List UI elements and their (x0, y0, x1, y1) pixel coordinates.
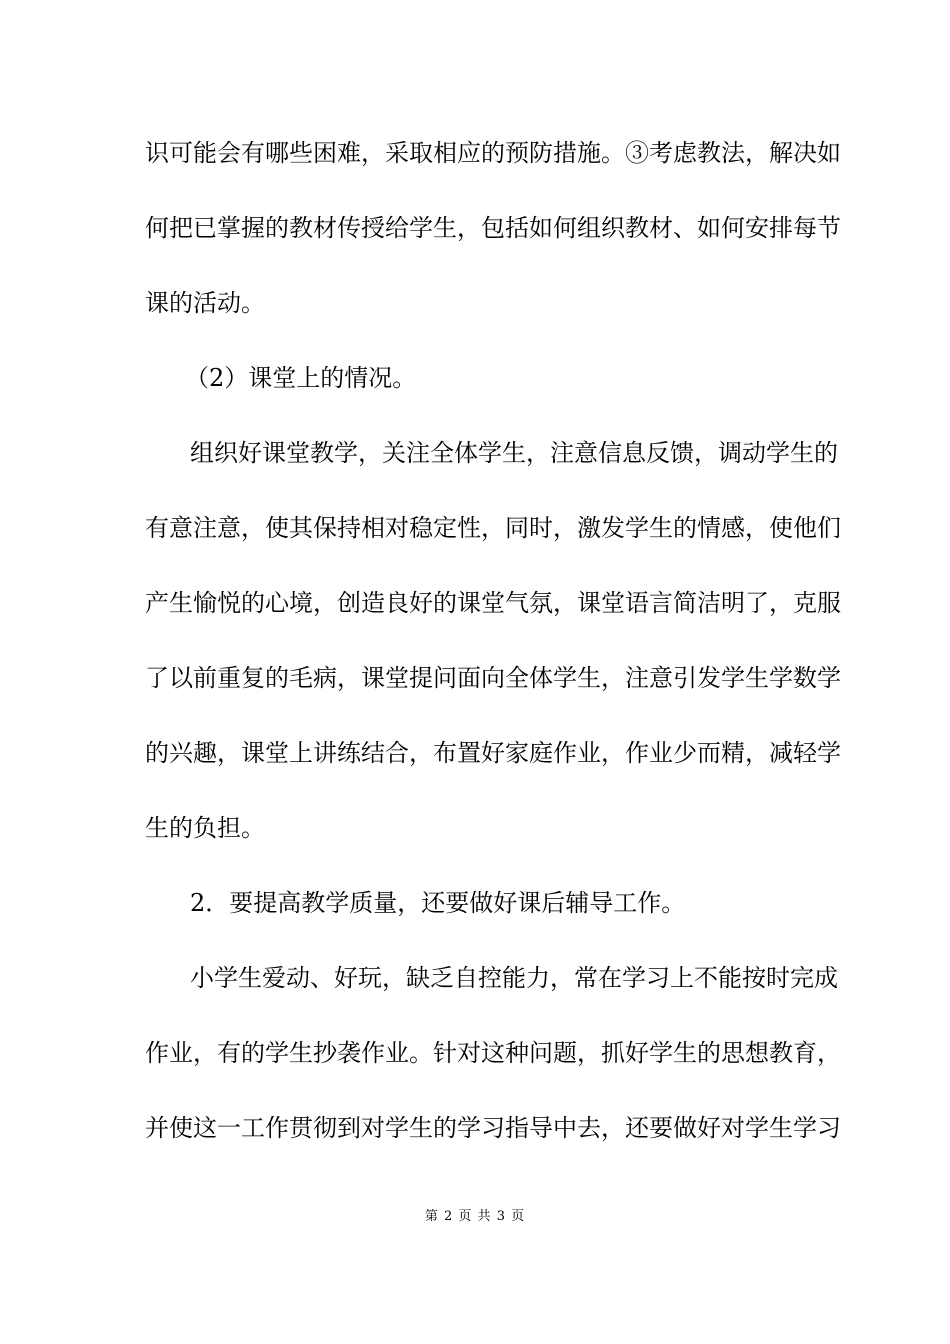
page-number-footer: 第 2 页 共 3 页 (424, 1209, 526, 1224)
text-line: 了以前重复的毛病，课堂提问面向全体学生，注意引发学生学数学 (145, 664, 841, 692)
section-heading-line: 2．要提高教学质量，还要做好课后辅导工作。 (190, 889, 686, 917)
text-line: 有意注意，使其保持相对稳定性，同时，激发学生的情感，使他们 (145, 514, 841, 542)
paragraph-first-line: 小学生爱动、好玩，缺乏自控能力，常在学习上不能按时完成 (190, 964, 838, 992)
text-line: 生的负担。 (145, 814, 265, 842)
subheading-line: （2）课堂上的情况。 (185, 364, 417, 392)
text-line: 何把已掌握的教材传授给学生，包括如何组织教材、如何安排每节 (145, 214, 841, 242)
paragraph-first-line: 组织好课堂教学，关注全体学生，注意信息反馈，调动学生的 (190, 439, 838, 467)
text-line: 作业，有的学生抄袭作业。针对这种问题，抓好学生的思想教育， (145, 1039, 841, 1067)
text-line: 产生愉悦的心境，创造良好的课堂气氛，课堂语言简洁明了，克服 (145, 589, 841, 617)
text-line: 课的活动。 (145, 289, 265, 317)
text-line: 识可能会有哪些困难，采取相应的预防措施。③考虑教法，解决如 (145, 139, 841, 167)
text-line: 的兴趣，课堂上讲练结合，布置好家庭作业，作业少而精，减轻学 (145, 739, 841, 767)
text-line: 并使这一工作贯彻到对学生的学习指导中去，还要做好对学生学习 (145, 1114, 841, 1142)
